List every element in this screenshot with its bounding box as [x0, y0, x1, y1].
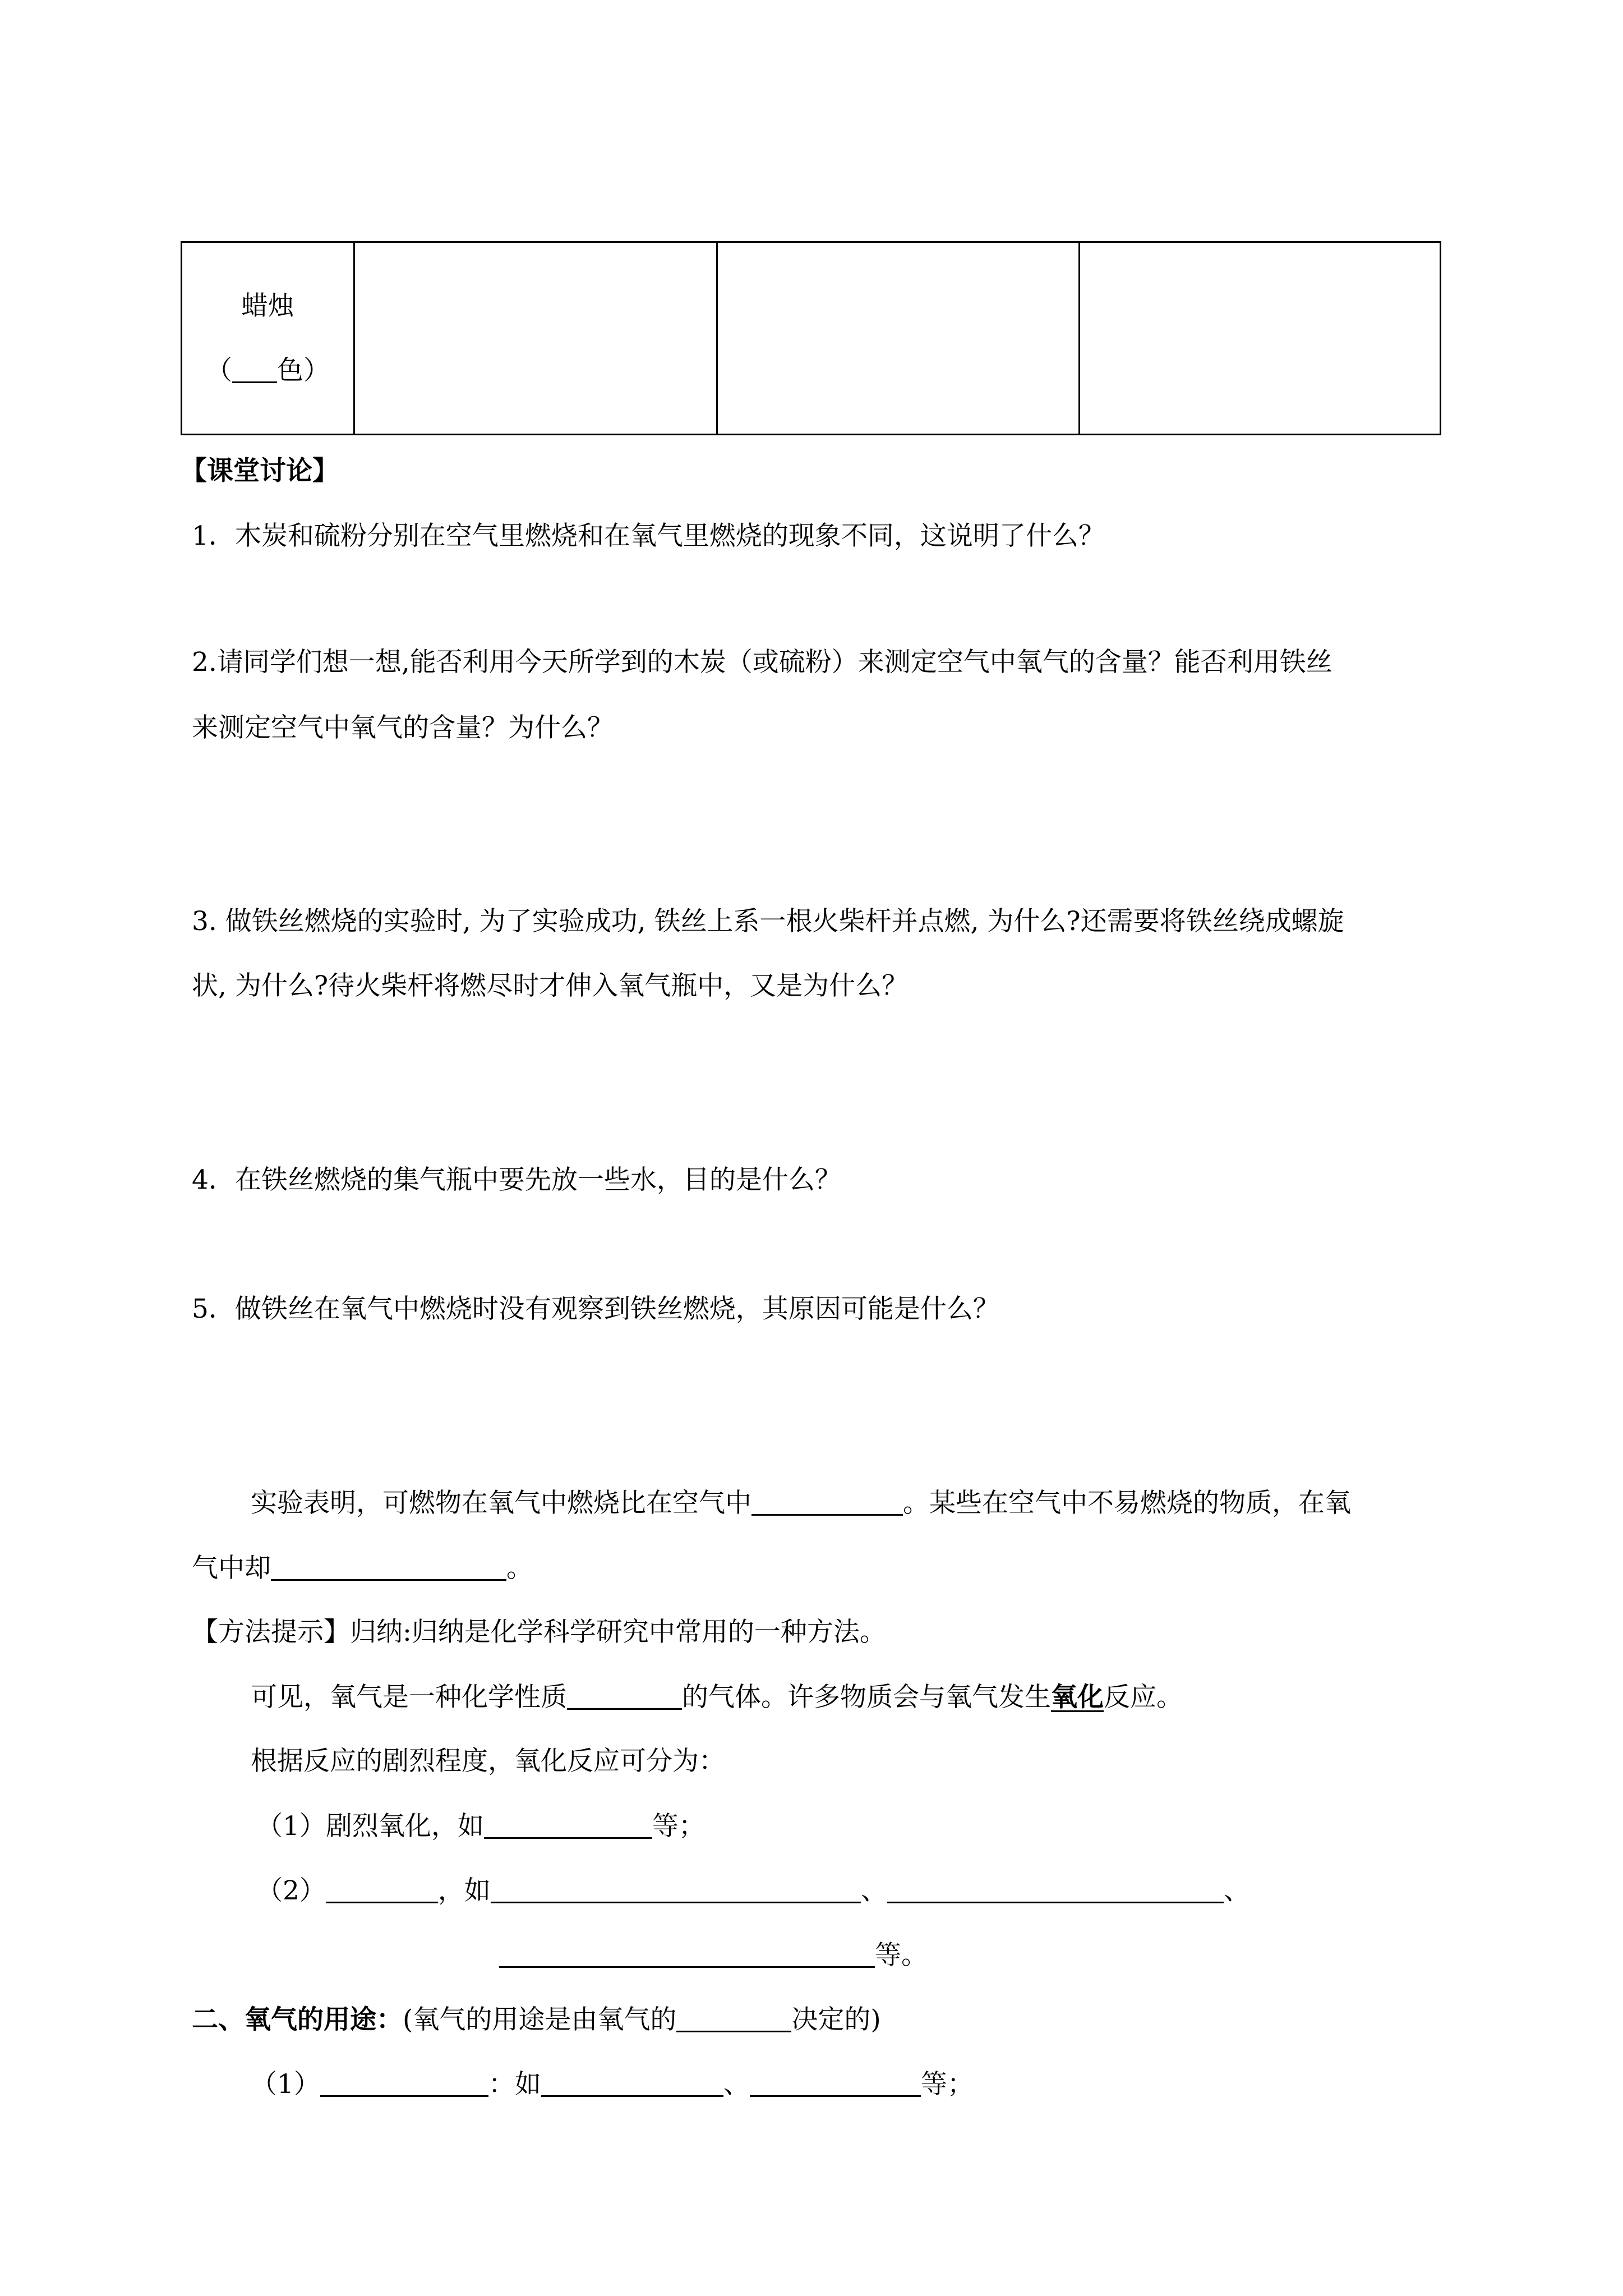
conclusion-blank-2[interactable]: [271, 1553, 506, 1581]
conclusion-line1: 实验表明，可燃物在氧气中燃烧比在空气中 。某些在空气中不易燃烧的物质，在氧: [251, 1488, 1351, 1519]
table-row-label: 蜡烛: [241, 291, 294, 321]
color-blank[interactable]: [232, 355, 277, 383]
table-row-sublabel: （ 色）: [206, 355, 330, 386]
classification-item-1: （1）剧烈氧化，如 等；: [256, 1811, 705, 1842]
classification-item-2: （2） ，如 、 、: [256, 1875, 1250, 1906]
question-2-line1: 2.请同学们想一想,能否利用今天所学到的木炭（或硫粉）来测定空气中氧气的含量？能否利用铁丝: [192, 647, 1332, 678]
classification-item-2-cont: 等。: [499, 1940, 928, 1971]
question-4: 4．在铁丝燃烧的集气瓶中要先放一些水，目的是什么？: [192, 1165, 841, 1195]
conclusion-line2: 气中却 。: [192, 1553, 533, 1584]
experiment-table: [181, 241, 1441, 435]
property-blank[interactable]: [567, 1682, 682, 1710]
table-divider: [1078, 243, 1080, 434]
use-type-blank[interactable]: [320, 2069, 488, 2097]
classification-line: 根据反应的剧烈程度，氧化反应可分为：: [251, 1746, 725, 1777]
table-divider: [353, 243, 355, 434]
uses-title-line: 二、氧气的用途：(氧气的用途是由氧气的 决定的): [192, 2004, 881, 2035]
uses-blank[interactable]: [676, 2004, 791, 2032]
question-3-line1: 3. 做铁丝燃烧的实验时, 为了实验成功, 铁丝上系一根火柴杆并点燃, 为什么?还需要将铁丝绕成螺旋: [192, 906, 1344, 937]
example-blank-1[interactable]: [491, 1875, 861, 1903]
conclusion-blank-1[interactable]: [751, 1488, 903, 1516]
question-2-line2: 来测定空气中氧气的含量？为什么？: [192, 712, 614, 743]
table-divider: [716, 243, 718, 434]
example-blank-3[interactable]: [499, 1940, 875, 1968]
vigorous-example-blank[interactable]: [484, 1811, 652, 1839]
type-blank[interactable]: [326, 1875, 438, 1903]
uses-item-1: （1） ：如 、 等；: [251, 2069, 974, 2100]
use-example-blank-1[interactable]: [541, 2069, 723, 2097]
use-example-blank-2[interactable]: [750, 2069, 921, 2097]
question-1: 1．木炭和硫粉分别在空气里燃烧和在氧气里燃烧的现象不同，这说明了什么？: [192, 521, 1105, 551]
question-5: 5．做铁丝在氧气中燃烧时没有观察到铁丝燃烧，其原因可能是什么？: [192, 1294, 999, 1324]
method-tip: 【方法提示】归纳:归纳是化学科学研究中常用的一种方法。: [192, 1617, 886, 1648]
example-blank-2[interactable]: [887, 1875, 1224, 1903]
oxygen-property-line: 可见，氧气是一种化学性质 的气体。许多物质会与氧气发生氧化反应。: [251, 1682, 1183, 1713]
question-3-line2: 状, 为什么?待火柴杆将燃尽时才伸入氧气瓶中，又是为什么？: [192, 970, 909, 1001]
discussion-title: 【课堂讨论】: [181, 455, 339, 486]
